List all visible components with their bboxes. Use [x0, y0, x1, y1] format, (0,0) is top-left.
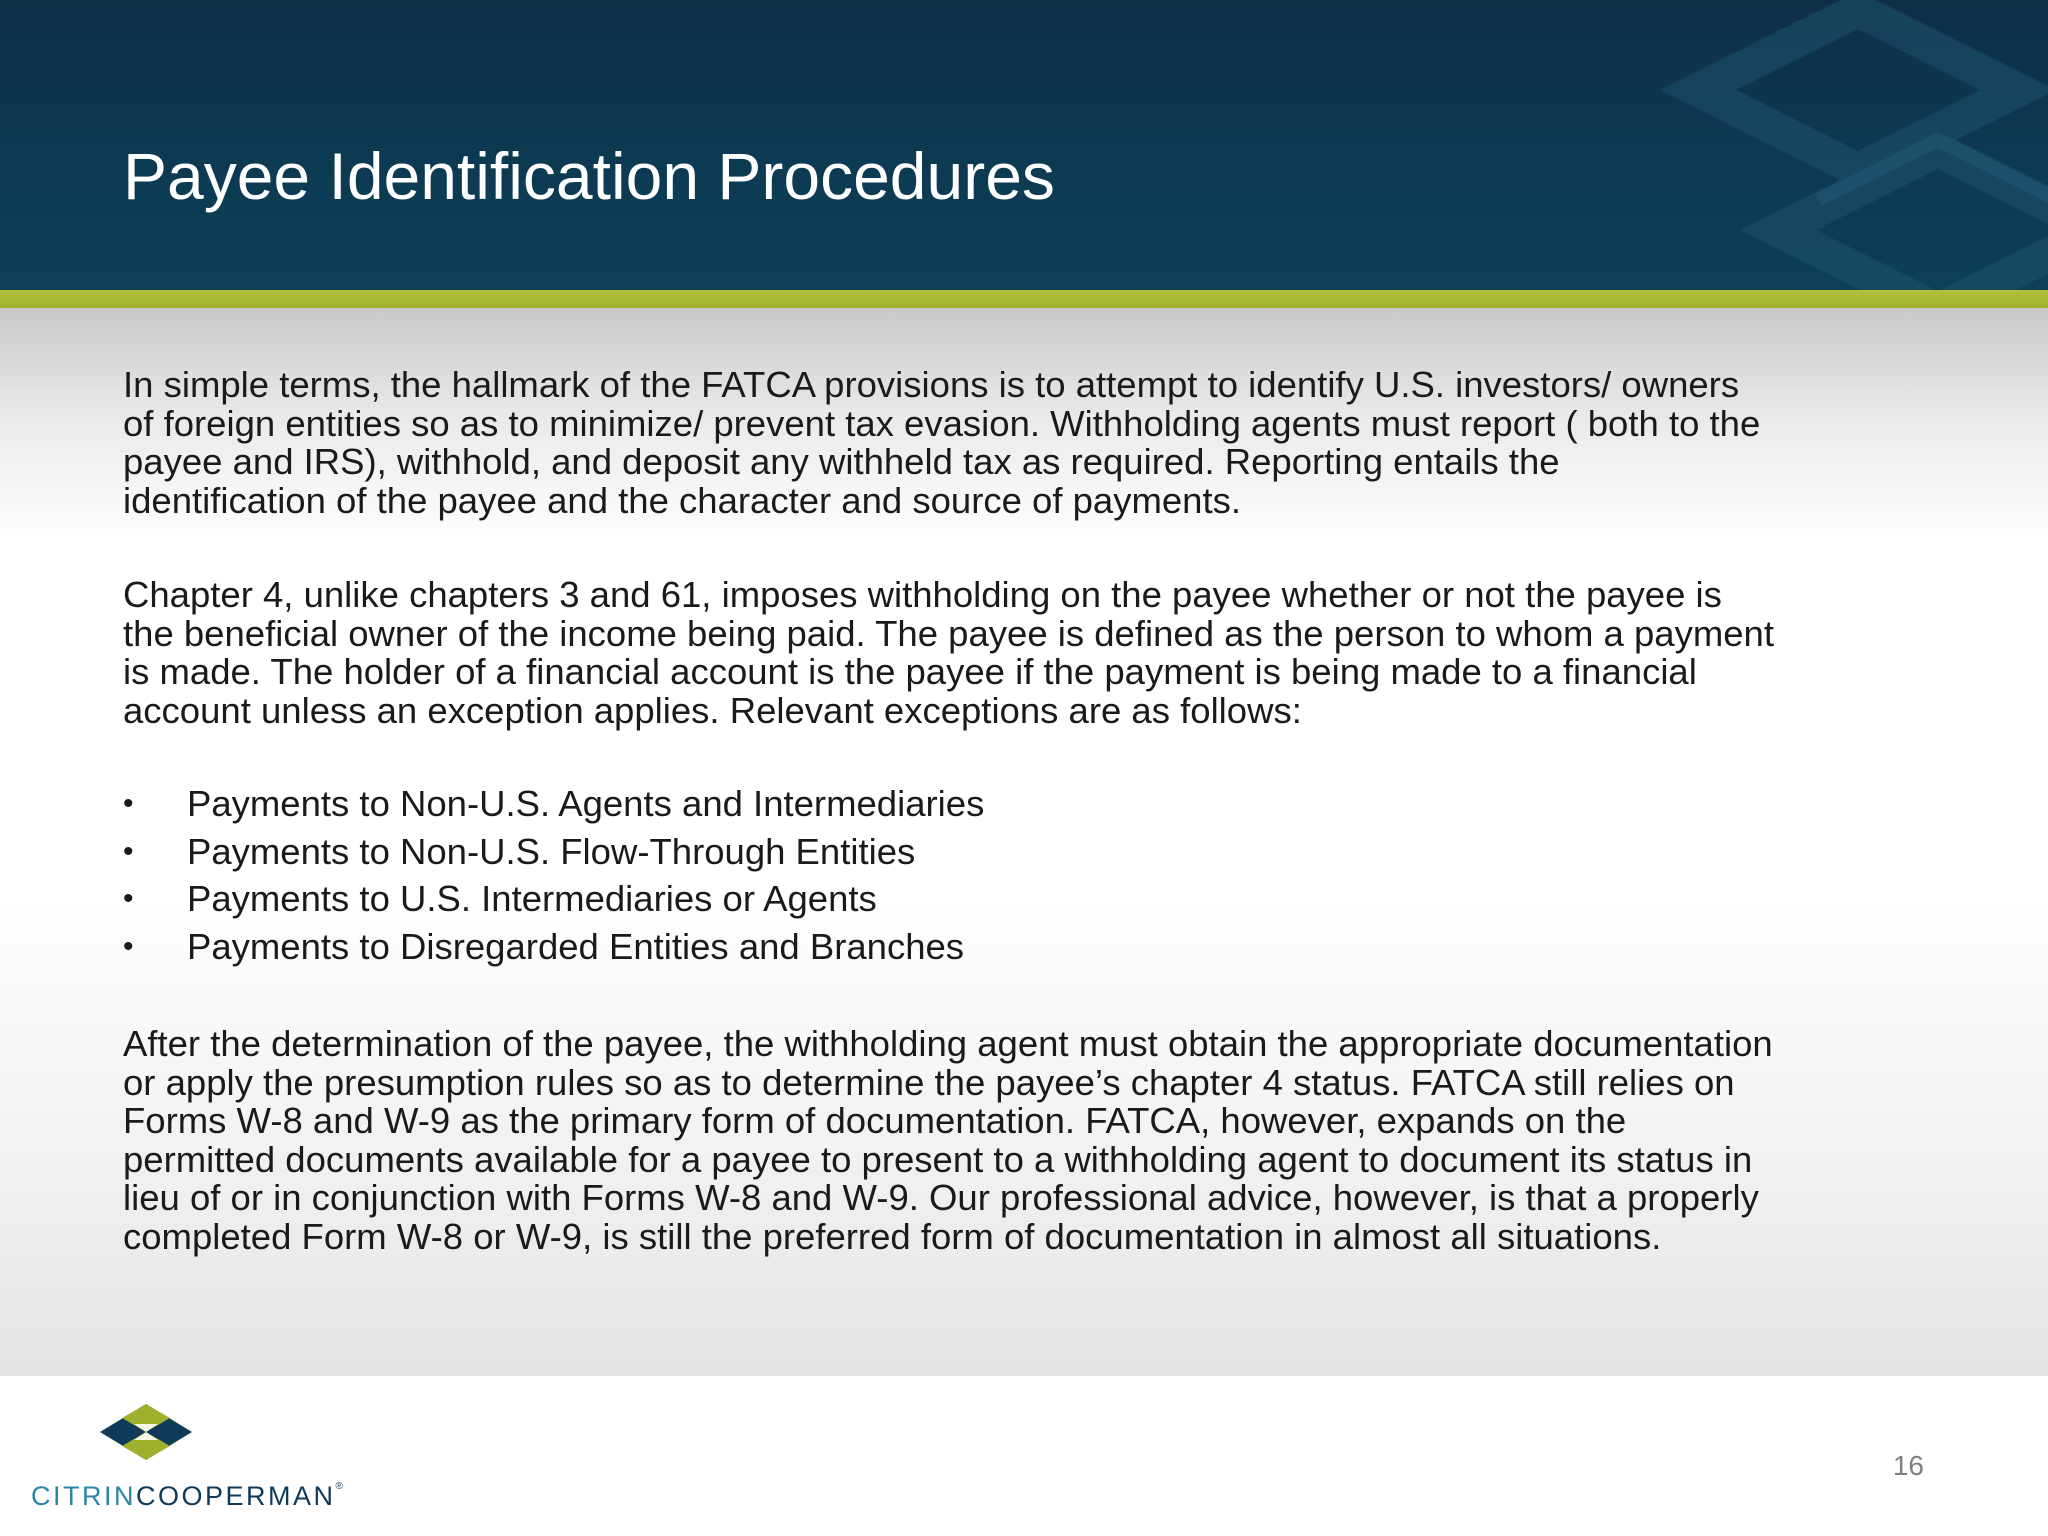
list-item	[123, 830, 1923, 878]
list-item	[123, 877, 1923, 925]
text-line: payee and IRS), withhold, and deposit any withheld tax as required. Reporting entails the	[123, 441, 1560, 482]
text-line: the beneficial owner of the income being paid. The payee is defined as the person to whom a payment	[123, 612, 1774, 654]
text-line: permitted documents available for a payee to present to a withholding agent to document its status in	[123, 1138, 1753, 1180]
bullet-icon: •	[123, 929, 134, 963]
text-line: After the determination of the payee, the withholding agent must obtain the appropriate documentation	[123, 1023, 1773, 1064]
paragraph-intro	[123, 366, 2023, 520]
text-line: is made. The holder of a financial account is the payee if the payment is being made to a financial	[123, 651, 1697, 692]
bullet-icon: •	[123, 882, 134, 915]
list-item	[123, 925, 1923, 973]
logo-cooperman: COOPERMAN	[136, 1481, 336, 1511]
text-line: identification of the payee and the character and source of payments.	[123, 479, 1242, 521]
bullet-icon: •	[123, 787, 134, 820]
page-number: 16	[1892, 1450, 1924, 1481]
list-item-text: Payments to Non-U.S. Agents and Intermediaries	[187, 783, 985, 824]
exceptions-list	[123, 782, 1923, 972]
company-logo-icon	[98, 1402, 194, 1468]
text-line: In simple terms, the hallmark of the FATCA provisions is to attempt to identify U.S. investors/ owners	[123, 364, 1740, 405]
text-line: Chapter 4, unlike chapters 3 and 61, imposes withholding on the payee whether or not the payee is	[123, 574, 1722, 615]
slide-title: Payee Identification Procedures	[123, 139, 1055, 213]
slide-header	[0, 0, 2048, 290]
text-line: account unless an exception applies. Relevant exceptions are as follows:	[123, 689, 1302, 731]
bullet-icon: •	[123, 834, 134, 868]
paragraph-documentation	[123, 1025, 2023, 1256]
list-item-text: Payments to Disregarded Entities and Branches	[187, 925, 965, 967]
text-line: or apply the presumption rules so as to determine the payee’s chapter 4 status. FATCA still relies on	[123, 1061, 1735, 1103]
list-item	[123, 782, 1923, 830]
text-line: lieu of or in conjunction with Forms W-8 and W-9. Our professional advice, however, is that a properly	[123, 1177, 1759, 1218]
list-item-text: Payments to U.S. Intermediaries or Agents	[187, 878, 877, 919]
accent-bar	[0, 290, 2048, 308]
list-item-text: Payments to Non-U.S. Flow-Through Entities	[187, 830, 916, 872]
paragraph-chapter-4	[123, 576, 2023, 730]
registered-mark: ®	[335, 1481, 343, 1492]
logo-citrin: CITRIN	[31, 1481, 136, 1511]
text-line: Forms W-8 and W-9 as the primary form of documentation. FATCA, however, expands on the	[123, 1100, 1627, 1141]
text-line: of foreign entities so as to minimize/ prevent tax evasion. Withholding agents must report ( both to the	[123, 402, 1761, 444]
header-watermark-icon	[1488, 0, 2048, 290]
company-logo-text	[31, 1481, 343, 1512]
text-line: completed Form W-8 or W-9, is still the preferred form of documentation in almost all situations.	[123, 1215, 1662, 1257]
slide-footer	[0, 1376, 2048, 1536]
